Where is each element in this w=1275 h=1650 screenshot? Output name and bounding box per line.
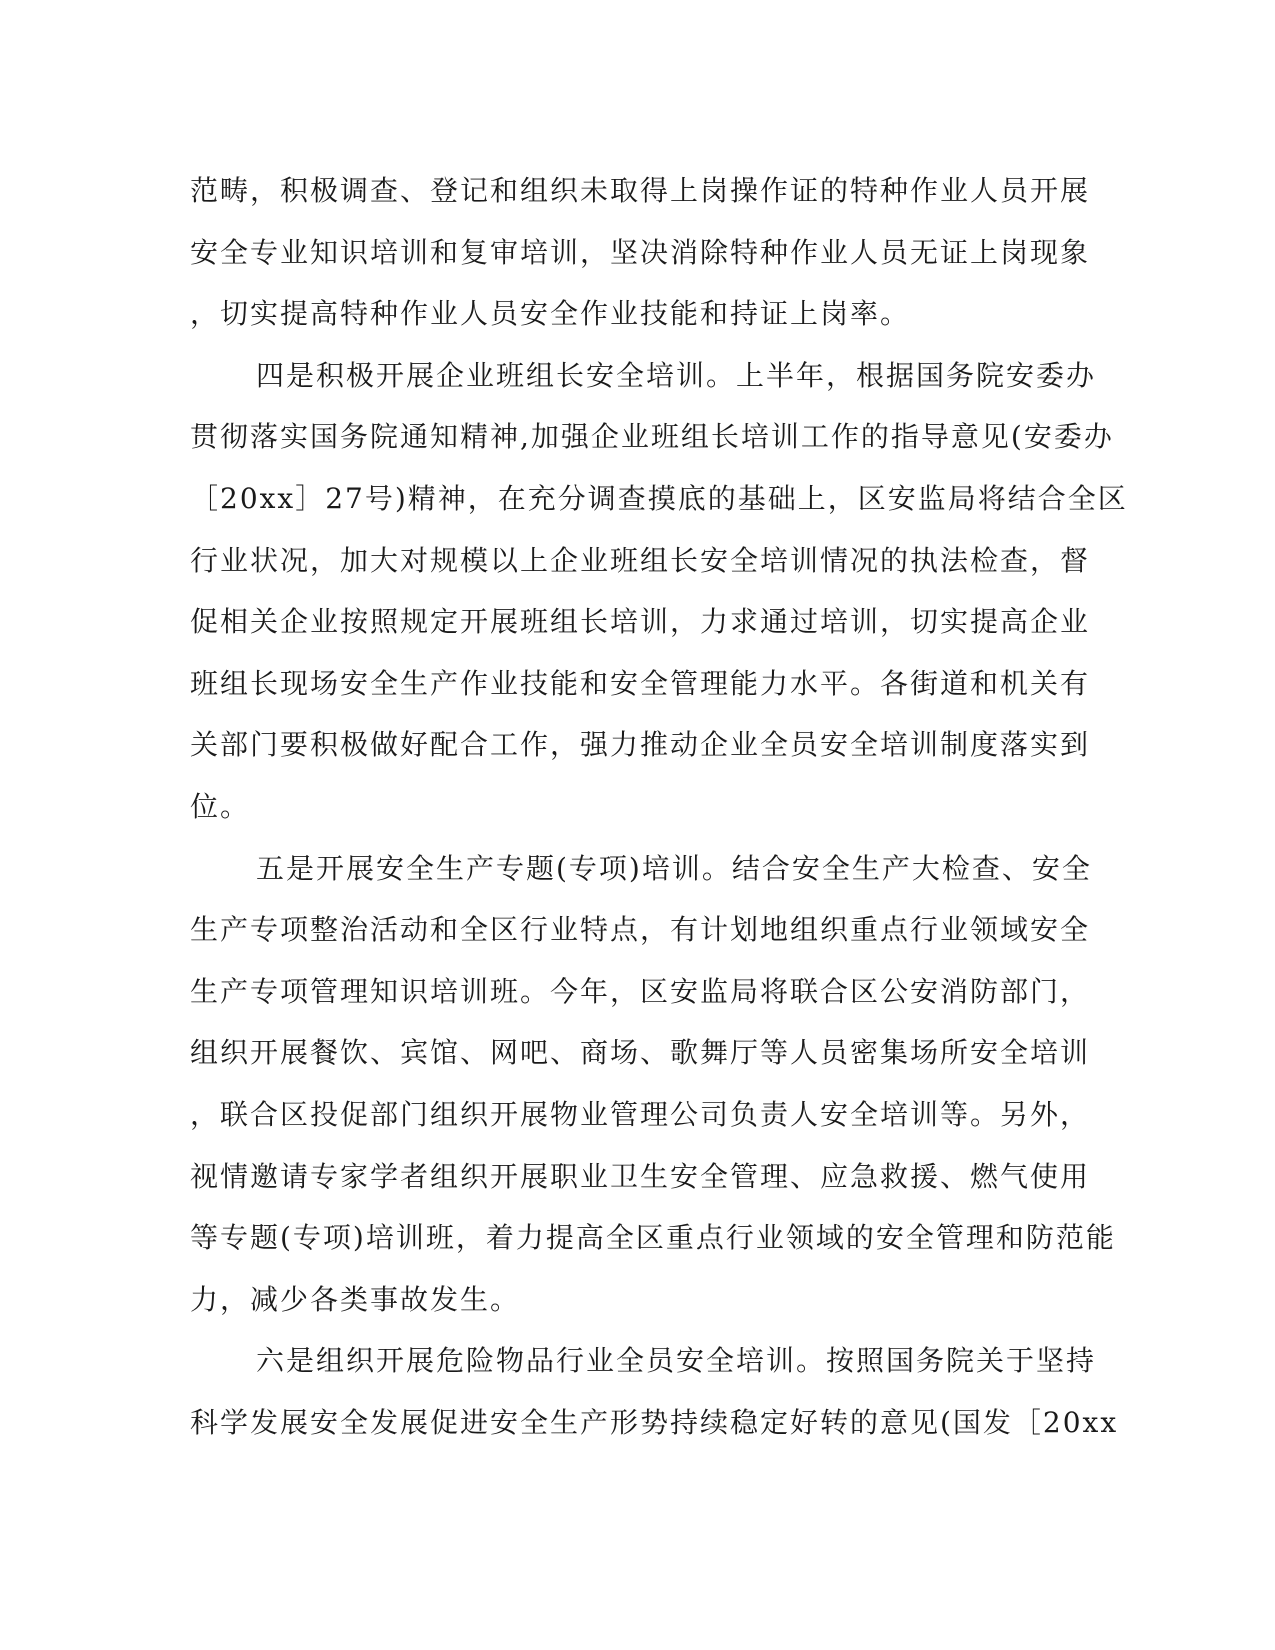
text-line: 贯彻落实国务院通知精神,加强企业班组长培训工作的指导意见(安委办 <box>190 420 1114 454</box>
paragraph-first-line: 五是开展安全生产专题(专项)培训。结合安全生产大检查、安全 <box>256 851 1092 885</box>
text-line: 范畴，积极调查、登记和组织未取得上岗操作证的特种作业人员开展 <box>190 174 1091 207</box>
text-line: 科学发展安全发展促进安全生产形势持续稳定好转的意见(国发［20xx <box>190 1405 1119 1439</box>
text-line: 安全专业知识培训和复审培训，坚决消除特种作业人员无证上岗现象 <box>190 235 1091 269</box>
text-line: 力，减少各类事故发生。 <box>190 1282 521 1316</box>
text-line: 促相关企业按照规定开展班组长培训，力求通过培训，切实提高企业 <box>190 605 1091 639</box>
text-line: 班组长现场安全生产作业技能和安全管理能力水平。各街道和机关有 <box>190 666 1091 700</box>
paragraph-first-line: 六是组织开展危险物品行业全员安全培训。按照国务院关于坚持 <box>256 1344 1097 1378</box>
document-body <box>190 160 1128 1453</box>
text-line: 生产专项管理知识培训班。今年，区安监局将联合区公安消防部门， <box>190 974 1091 1008</box>
text-line: 视情邀请专家学者组织开展职业卫生安全管理、应急救援、燃气使用 <box>190 1159 1091 1193</box>
text-line: 行业状况，加大对规模以上企业班组长安全培训情况的执法检查，督 <box>190 543 1091 577</box>
text-line: ，切实提高特种作业人员安全作业技能和持证上岗率。 <box>190 297 911 331</box>
text-line: 位。 <box>190 789 251 823</box>
paragraph-first-line: 四是积极开展企业班组长安全培训。上半年，根据国务院安委办 <box>256 358 1097 392</box>
text-line: ［20xx］27号)精神，在充分调查摸底的基础上，区安监局将结合全区 <box>190 481 1128 515</box>
text-line: 组织开展餐饮、宾馆、网吧、商场、歌舞厅等人员密集场所安全培训 <box>190 1036 1091 1070</box>
text-line: ，联合区投促部门组织开展物业管理公司负责人安全培训等。另外， <box>190 1097 1091 1131</box>
text-line: 生产专项整治活动和全区行业特点，有计划地组织重点行业领域安全 <box>190 913 1091 947</box>
text-line: 等专题(专项)培训班，着力提高全区重点行业领域的安全管理和防范能 <box>190 1221 1116 1255</box>
text-line: 关部门要积极做好配合工作，强力推动企业全员安全培训制度落实到 <box>190 728 1091 762</box>
